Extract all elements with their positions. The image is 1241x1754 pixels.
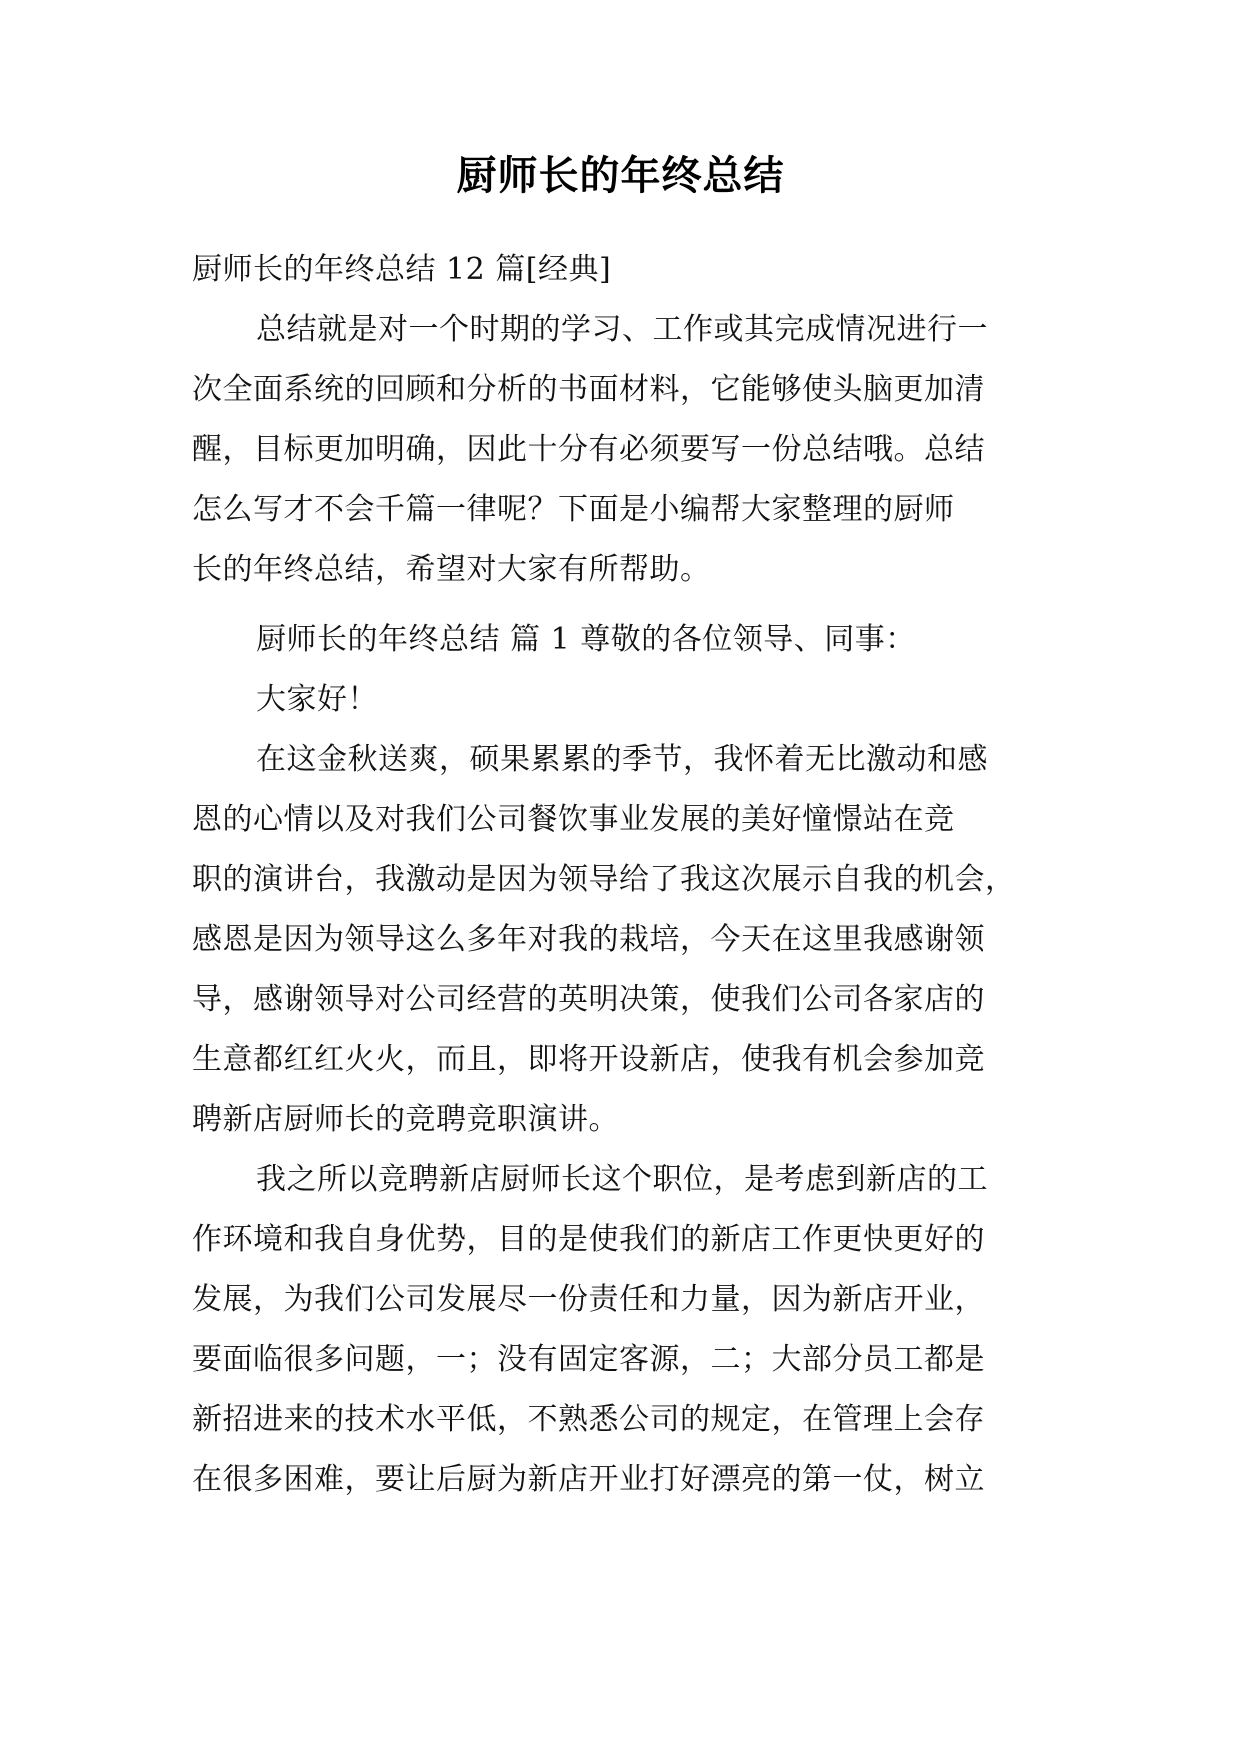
paragraph-line: 在这金秋送爽，硕果累累的季节，我怀着无比激动和感 <box>256 742 988 777</box>
paragraph-line: 生意都红红火火，而且，即将开设新店，使我有机会参加竞 <box>192 1042 985 1077</box>
paragraph-2 <box>192 1150 1052 1510</box>
subtitle <box>192 240 1052 300</box>
intro-paragraph <box>192 300 1052 600</box>
paragraph-line: 发展，为我们公司发展尽一份责任和力量，因为新店开业， <box>192 1282 985 1317</box>
paragraph-line: 次全面系统的回顾和分析的书面材料，它能够使头脑更加清 <box>192 372 985 407</box>
paragraph-line: 作环境和我自身优势，目的是使我们的新店工作更快更好的 <box>192 1222 985 1257</box>
paragraph-line: 导，感谢领导对公司经营的英明决策，使我们公司各家店的 <box>192 982 985 1017</box>
paragraph-line: 要面临很多问题，一；没有固定客源，二；大部分员工都是 <box>192 1342 985 1377</box>
greeting-line: 大家好！ <box>256 682 378 717</box>
document-title: 厨师长的年终总结 <box>456 153 785 199</box>
paragraph-line: 醒，目标更加明确，因此十分有必须要写一份总结哦。总结 <box>192 432 985 467</box>
paragraph-line: 新招进来的技术水平低，不熟悉公司的规定，在管理上会存 <box>192 1402 985 1437</box>
paragraph-line: 恩的心情以及对我们公司餐饮事业发展的美好憧憬站在竞 <box>192 802 955 837</box>
paragraph-line: 怎么写才不会千篇一律呢？下面是小编帮大家整理的厨师 <box>192 492 955 527</box>
paragraph-line: 在很多困难，要让后厨为新店开业打好漂亮的第一仗，树立 <box>192 1462 985 1497</box>
paragraph-line: 长的年终总结，希望对大家有所帮助。 <box>192 552 711 587</box>
paragraph-line: 职的演讲台，我激动是因为领导给了我这次展示自我的机会， <box>192 862 1016 897</box>
paragraph-line: 总结就是对一个时期的学习、工作或其完成情况进行一 <box>256 312 988 347</box>
section-heading <box>192 610 1052 730</box>
section-heading-line: 厨师长的年终总结 篇 1 尊敬的各位领导、同事： <box>256 622 916 657</box>
paragraph-line: 我之所以竞聘新店厨师长这个职位，是考虑到新店的工 <box>256 1162 988 1197</box>
paragraph-line: 聘新店厨师长的竞聘竞职演讲。 <box>192 1102 619 1137</box>
paragraph-1 <box>192 730 1052 1150</box>
subtitle-line: 厨师长的年终总结 12 篇[经典] <box>192 252 612 287</box>
paragraph-line: 感恩是因为领导这么多年对我的栽培，今天在这里我感谢领 <box>192 922 985 957</box>
